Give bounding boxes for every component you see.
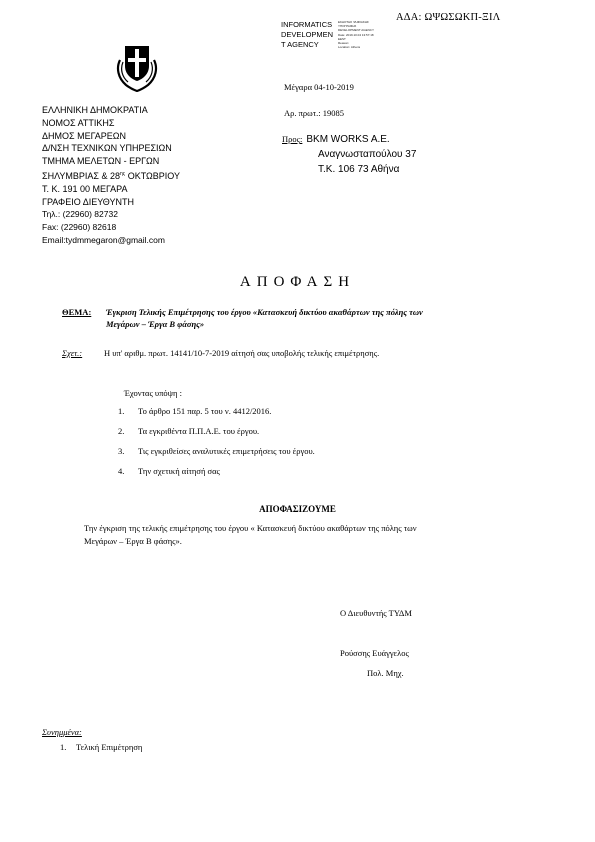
subject-label: ΘΕΜΑ:: [62, 307, 92, 317]
signature-stamp-title: INFORMATICS DEVELOPMEN T AGENCY: [281, 20, 334, 49]
issuer-fax: Fax: (22960) 82618: [42, 222, 117, 233]
attachments-label: Συνημμένα:: [42, 727, 82, 737]
attachment-item: 1. Τελική Επιμέτρηση: [60, 742, 143, 752]
issuer-address: ΣΗΛΥΜΒΡΙΑΣ & $28^{\eta\varsigma}$ ΟΚΤΩΒΡΙΟΥ: [42, 170, 180, 181]
reference-label: Σχετ.:: [62, 348, 83, 358]
list-item: 4. Την σχετική αίτησή σας: [118, 466, 220, 476]
signature-role: Ο Διευθυντής ΤΥΔΜ: [340, 608, 412, 618]
issuer-phone: Τηλ.: (22960) 82732: [42, 209, 118, 220]
decision-heading: ΑΠΟΦΑΣΙΖΟΥΜΕ: [259, 504, 336, 514]
recipient-block: [282, 132, 416, 177]
greek-emblem-icon: [114, 40, 160, 92]
signature-stamp-details: ΕΚΔΟΤΗΣ ΨΗΦΙΑΚΗΣ ΥΠΟΓΡΑΦΗΣ DEVELOPMENT AGENCY Date: 2019.10.04 13:57:18 EEST Reason: Location: Athens: [338, 20, 374, 50]
list-item: 2. Τα εγκριθέντα Π.Π.Α.Ε. του έργου.: [118, 426, 260, 436]
subject-block: ΘΕΜΑ: Έγκριση Τελικής Επιμέτρησης του έργου «Κατασκευή δικτύου ακαθάρτων της πόλης των Μεγάρων – Έργα Β φάσης»: [62, 307, 423, 329]
recipient-label: Προς:: [282, 134, 303, 144]
recipient-name: BKM WORKS A.E.: [306, 134, 390, 145]
reference-line: Σχετ.: Η υπ' αριθμ. πρωτ. 14141/10-7-2019 αίτησή σας υποβολής τελικής επιμέτρησης.: [62, 348, 380, 358]
document-title: ΑΠΟΦΑΣΗ: [239, 274, 356, 290]
issuer-email: Email:tydmmegaron@gmail.com: [42, 234, 165, 245]
considering-heading: Έχοντας υπόψη :: [124, 388, 182, 398]
ada-code: ΑΔΑ: ΩΨΩΣΩΚΠ-ΞΙΛ: [396, 12, 501, 23]
recipient-city: Τ.Κ. 106 73 Αθήνα: [318, 164, 400, 175]
list-item: 3. Τις εγκριθείσες αναλυτικές επιμετρήσεις του έργου.: [118, 446, 315, 456]
protocol-number: Αρ. πρωτ.: 19085: [284, 108, 345, 118]
decision-text: Την έγκριση της τελικής επιμέτρησης του έργου « Κατασκευή δικτύου ακαθάρτων της πόλης των Μεγάρων – Έργα Β φάσης».: [84, 523, 417, 546]
considering-list: [118, 406, 315, 486]
list-item: 1. Το άρθρο 151 παρ. 5 του ν. 4412/2016.: [118, 406, 272, 416]
signature-title: Πολ. Μηχ.: [367, 668, 404, 678]
recipient-street: Αναγνωσταπούλου 37: [318, 149, 417, 160]
document-date: Μέγαρα 04-10-2019: [284, 82, 354, 92]
issuer-block: ΕΛΛΗΝΙΚΗ ΔΗΜΟΚΡΑΤΙΑ ΝΟΜΟΣ ΑΤΤΙΚΗΣ ΔΗΜΟΣ ΜΕΓΑΡΕΩΝ Δ/ΝΣΗ ΤΕΧΝΙΚΩΝ ΥΠΗΡΕΣΙΩΝ ΤΜΗΜΑ ΜΕΛΕΤΩΝ - ΕΡΓΩΝ ΣΗΛΥΜΒΡΙΑΣ & $28^{\eta\varsigma}$ ΟΚΤΩΒΡΙΟΥ Τ. Κ. 191 00 ΜΕΓΑΡΑ ΓΡΑΦΕΙΟ ΔΙΕΥΘΥΝΤΗ Τηλ.: (22960) 82732 Fax: (22960) 82618 Email:tydmmegaron@gmail.com: [42, 105, 180, 245]
signature-name: Ρούσσης Ευάγγελος: [340, 648, 409, 658]
